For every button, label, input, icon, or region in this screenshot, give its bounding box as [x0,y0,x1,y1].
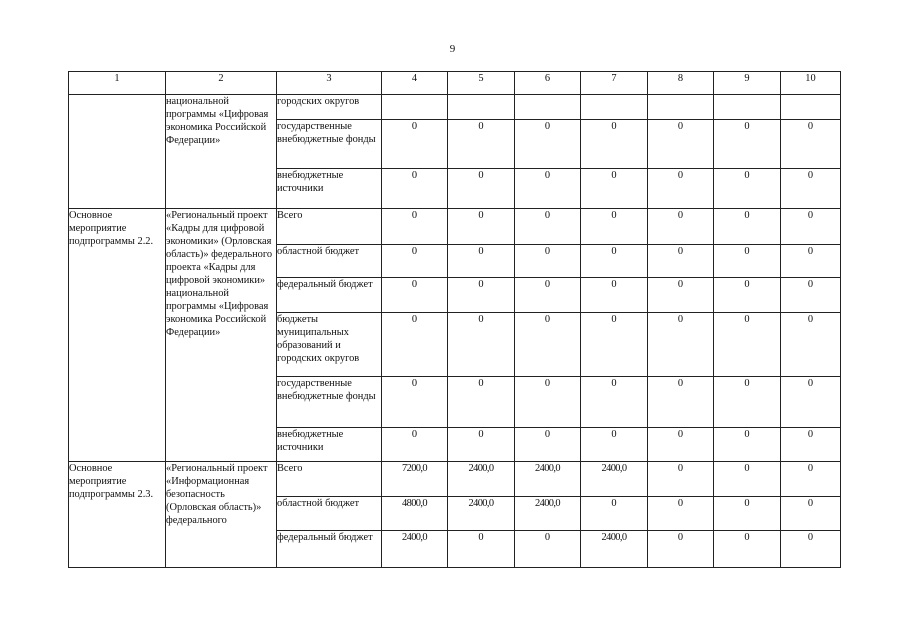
value-cell: 2400,0 [515,462,581,497]
value-cell: 2400,0 [448,497,515,531]
value-cell: 2400,0 [515,497,581,531]
value-cell: 0 [714,497,781,531]
table-row [69,462,841,497]
funding-source-cell: федеральный бюджет [277,531,382,568]
table-row [69,209,841,245]
funding-source-cell: областной бюджет [277,245,382,278]
value-cell [515,95,581,120]
value-cell: 0 [382,428,448,462]
value-cell: 0 [382,278,448,313]
value-cell: 0 [515,278,581,313]
value-cell: 0 [581,169,648,209]
value-cell: 0 [515,313,581,377]
value-cell: 0 [581,120,648,169]
funding-source-cell: бюджеты муниципальных образований и городских округов [277,313,382,377]
value-cell: 0 [714,278,781,313]
funding-source-cell: государственные внебюджетные фонды [277,377,382,428]
value-cell: 0 [648,209,714,245]
value-cell: 0 [714,209,781,245]
value-cell: 0 [581,245,648,278]
header-cell: 6 [515,72,581,95]
value-cell: 0 [714,428,781,462]
value-cell [714,95,781,120]
value-cell: 0 [382,313,448,377]
value-cell [382,95,448,120]
value-cell [781,95,841,120]
funding-source-cell: федеральный бюджет [277,278,382,313]
value-cell: 0 [448,278,515,313]
table-row [69,95,841,120]
value-cell: 0 [781,531,841,568]
value-cell: 0 [781,428,841,462]
value-cell: 2400,0 [581,531,648,568]
funding-source-cell: областной бюджет [277,497,382,531]
activity-cell: Основное мероприятие подпрограммы 2.2. [69,209,166,462]
value-cell: 0 [781,209,841,245]
value-cell: 0 [382,377,448,428]
value-cell: 0 [714,462,781,497]
funding-source-cell: городских округов [277,95,382,120]
project-cell: «Региональный проект «Информационная безопасность (Орловская область)» федерального [166,462,277,568]
value-cell: 0 [382,209,448,245]
header-cell: 1 [69,72,166,95]
header-cell: 10 [781,72,841,95]
value-cell: 0 [515,428,581,462]
value-cell [648,95,714,120]
value-cell: 0 [648,497,714,531]
value-cell: 0 [648,428,714,462]
funding-source-cell: Всего [277,209,382,245]
value-cell: 0 [515,209,581,245]
value-cell: 0 [781,313,841,377]
value-cell: 0 [448,209,515,245]
value-cell: 0 [382,120,448,169]
value-cell: 0 [781,462,841,497]
value-cell: 0 [515,377,581,428]
value-cell: 0 [648,531,714,568]
project-cell: национальной программы «Цифровая экономика Российской Федерации» [166,95,277,209]
header-cell: 3 [277,72,382,95]
value-cell: 0 [648,278,714,313]
value-cell: 0 [781,377,841,428]
value-cell: 0 [781,278,841,313]
value-cell: 0 [581,209,648,245]
activity-cell: Основное мероприятие подпрограммы 2.3. [69,462,166,568]
value-cell: 0 [382,169,448,209]
value-cell: 0 [581,377,648,428]
value-cell: 0 [781,497,841,531]
value-cell: 0 [648,120,714,169]
budget-table [68,71,841,568]
value-cell: 0 [581,278,648,313]
value-cell [448,95,515,120]
header-cell: 8 [648,72,714,95]
funding-source-cell: внебюджетные источники [277,428,382,462]
value-cell [581,95,648,120]
header-cell: 9 [714,72,781,95]
project-cell: «Региональный проект «Кадры для цифровой экономики» (Орловская область)» федерального проекта «Кадры для цифровой экономики» национальной программы «Цифровая экономика Российской Федерации» [166,209,277,462]
value-cell: 4800,0 [382,497,448,531]
value-cell: 0 [648,245,714,278]
value-cell: 0 [448,169,515,209]
value-cell: 0 [714,120,781,169]
value-cell: 0 [714,377,781,428]
value-cell: 0 [448,245,515,278]
funding-source-cell: Всего [277,462,382,497]
page-number: 9 [449,43,456,55]
header-cell: 2 [166,72,277,95]
value-cell: 0 [714,245,781,278]
funding-source-cell: внебюджетные источники [277,169,382,209]
funding-source-cell: государственные внебюджетные фонды [277,120,382,169]
value-cell: 0 [781,245,841,278]
value-cell: 2400,0 [448,462,515,497]
value-cell: 0 [648,169,714,209]
value-cell: 0 [648,377,714,428]
header-row [69,72,841,95]
header-cell: 5 [448,72,515,95]
value-cell: 0 [648,462,714,497]
value-cell: 0 [648,313,714,377]
header-cell: 7 [581,72,648,95]
value-cell: 0 [448,428,515,462]
value-cell: 0 [448,531,515,568]
value-cell: 0 [781,120,841,169]
value-cell: 0 [515,169,581,209]
value-cell: 0 [515,120,581,169]
value-cell: 0 [581,497,648,531]
value-cell: 0 [581,428,648,462]
value-cell: 0 [382,245,448,278]
value-cell: 0 [515,245,581,278]
header-cell: 4 [382,72,448,95]
value-cell: 0 [448,120,515,169]
activity-cell [69,95,166,209]
value-cell: 0 [714,169,781,209]
value-cell: 0 [515,531,581,568]
value-cell: 0 [714,313,781,377]
value-cell: 7200,0 [382,462,448,497]
value-cell: 0 [781,169,841,209]
value-cell: 0 [448,377,515,428]
value-cell: 2400,0 [382,531,448,568]
value-cell: 0 [448,313,515,377]
value-cell: 0 [581,313,648,377]
value-cell: 0 [714,531,781,568]
value-cell: 2400,0 [581,462,648,497]
